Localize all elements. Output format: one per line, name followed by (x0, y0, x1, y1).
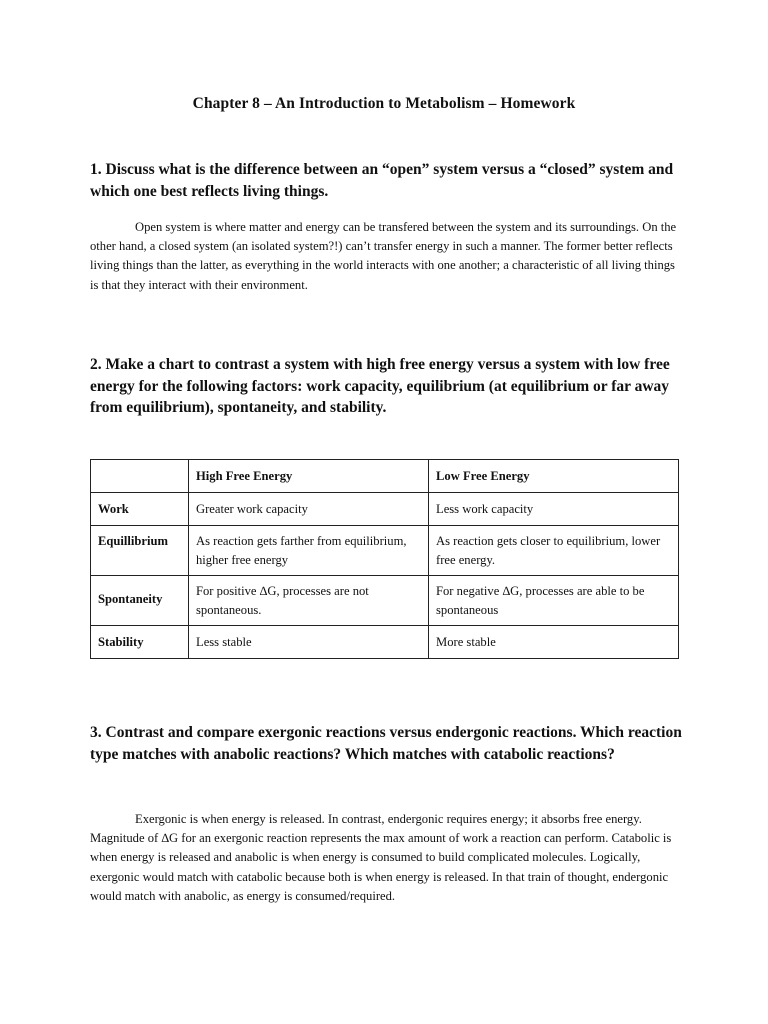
table-row (91, 526, 679, 576)
table-cell-low: As reaction gets closer to equilibrium, lower free energy. (429, 526, 679, 576)
table-header-low: Low Free Energy (429, 460, 679, 493)
table-cell-low: More stable (429, 626, 679, 659)
question-3: 3. Contrast and compare exergonic reactions versus endergonic reactions. Which reaction type matches with anabolic reactions? Which matches with catabolic reactions? (90, 724, 682, 763)
table-cell-high: For positive ∆G, processes are not spontaneous. (189, 576, 429, 626)
table-row-factor: Work (91, 493, 189, 526)
answer-1 (90, 218, 680, 295)
document-title: Chapter 8 – An Introduction to Metabolism – Homework (192, 95, 576, 112)
answer-3-text: Exergonic is when energy is released. In contrast, endergonic requires energy; it absorbs free energy. Magnitude of ∆G for an exergonic reaction represents the max amount of work a reaction can perform. Catabolic is when energy is released and anabolic is when energy is consumed to build complicated molecules. Logically, exergonic would match with catabolic because both is when energy is released. In that train of thought, endergonic would match with anabolic, as energy is consumed/required. (90, 812, 672, 903)
table-cell-high: Less stable (189, 626, 429, 659)
question-1: 1. Discuss what is the difference between an “open” system versus a “closed” system and which one best reflects living things. (90, 161, 674, 200)
table-header-row (91, 460, 679, 493)
table-row-factor: Stability (91, 626, 189, 659)
question-2: 2. Make a chart to contrast a system with high free energy versus a system with low free energy for the following factors: work capacity, equilibrium (at equilibrium or far away from equilibrium), spontaneity, and stability. (90, 356, 670, 416)
table-cell-high: Greater work capacity (189, 493, 429, 526)
table-header-high: High Free Energy (189, 460, 429, 493)
table-cell-high: As reaction gets farther from equilibrium, higher free energy (189, 526, 429, 576)
table-row (91, 626, 679, 659)
free-energy-table (90, 459, 679, 659)
answer-3 (90, 810, 680, 906)
table-cell-low: Less work capacity (429, 493, 679, 526)
table-row (91, 576, 679, 626)
table-cell-low: For negative ∆G, processes are able to be spontaneous (429, 576, 679, 626)
table-row-factor: Equillibrium (91, 526, 189, 576)
table-header-corner (91, 460, 189, 493)
answer-1-text: Open system is where matter and energy can be transfered between the system and its surroundings. On the other hand, a closed system (an isolated system?!) can’t transfer energy in such a manner. The former better reflects living things than the latter, as everything in the world interacts with one another; a characteristic of all living things is that they interact with their environment. (90, 220, 677, 292)
table-row (91, 493, 679, 526)
table-row-factor: Spontaneity (91, 576, 189, 626)
